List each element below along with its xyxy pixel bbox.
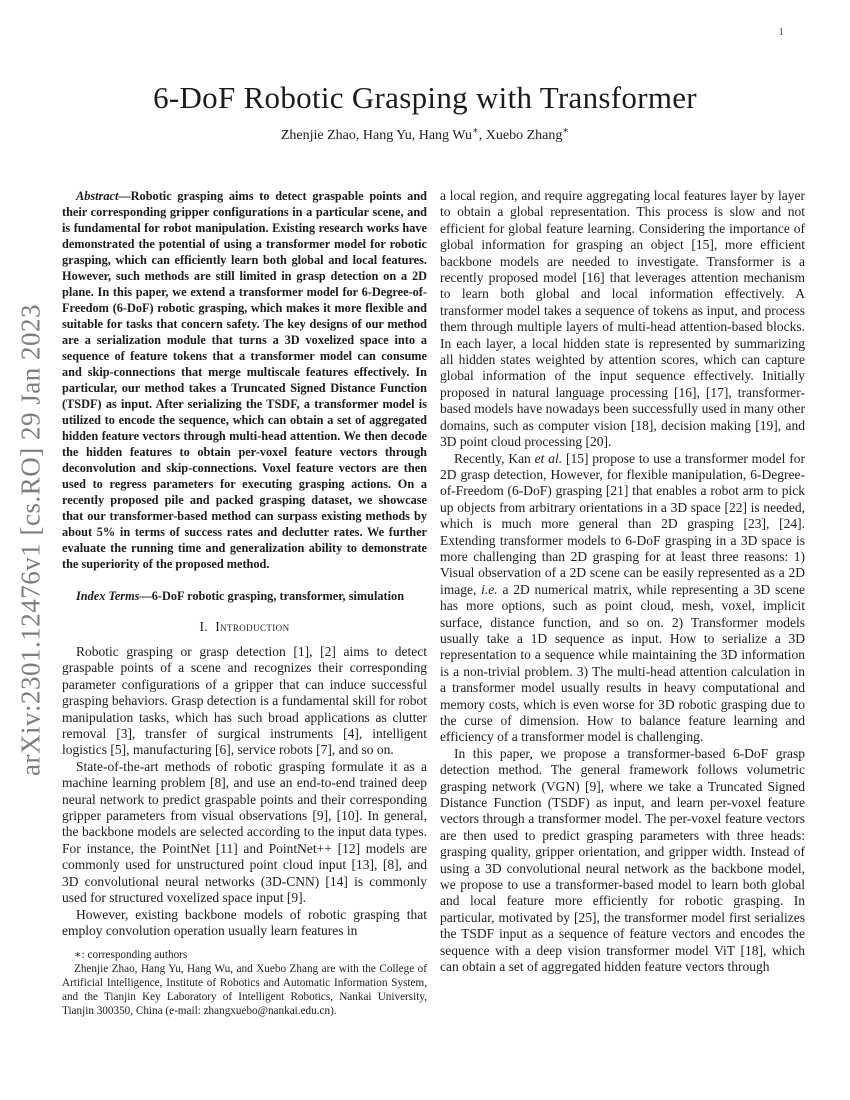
paper-authors: Zhenjie Zhao, Hang Yu, Hang Wu∗, Xuebo Zhang∗ bbox=[280, 125, 570, 143]
intro-paragraph-6: In this paper, we propose a transformer-based 6-DoF grasp detection method. The general framework follows volumetric grasping network (VGN) [9], where we take a Truncated Signed Distance Function (TSDF) as input, and learn per-voxel feature vectors through a transformer model. The per-voxel feature vectors are then used to predict grasping parameters with three heads: grasping quality, gripper orientation, and gripper width. Instead of using a 3D convolutional neural network as the backbone model, we propose to use a transformer-based model to learn both global and local feature more efficiently for robotic grasping. In particular, motivated by [25], the transformer model first serializes the TSDF input as a sequence of feature vectors and encodes the sequence with a deep vision transformer model ViT [18], which can obtain a set of aggregated hidden feature vectors through bbox=[440, 745, 805, 975]
intro-paragraph-3: However, existing backbone models of robotic grasping that employ convolution operation usually learn features in bbox=[62, 906, 427, 938]
section-number: I. bbox=[199, 619, 209, 634]
left-column-text bbox=[62, 644, 427, 939]
author-footnote bbox=[62, 949, 427, 1018]
page-number: 1 bbox=[778, 26, 784, 38]
arxiv-watermark: arXiv:2301.12476v1 [cs.RO] 29 Jan 2023 bbox=[15, 304, 46, 776]
left-column bbox=[62, 188, 427, 1018]
affiliation-note: Zhenjie Zhao, Hang Yu, Hang Wu, and Xuebo Zhang are with the College of Artificial Intelligence, Institute of Robotics and Automatic Information System, and the Tianjin Key Laboratory of Intelligent Robotics, Nankai University, Tianjin 300350, China (e-mail: zhangxuebo@nankai.edu.cn). bbox=[62, 963, 427, 1017]
intro-paragraph-5: Recently, Kan et al. [15] propose to use a transformer model for 2D grasp detection, However, for flexible manipulation, 6-Degree-of-Freedom (6-DoF) grasping [21] that enables a robot arm to pick up objects from arbitrary orientations in a 3D space [22] is needed, which is much more general than 2D grasping [23], [24]. Extending transformer models to 6-DoF grasping in a 3D space is more challenging than 2D grasping for at least three reasons: 1) Visual observation of a 2D scene can be easily represented as a 2D image, i.e. a 2D numerical matrix, while representing a 3D scene has more options, such as point cloud, mesh, voxel, implicit surface, distance function, and so on. 2) Transformer models usually take a 1D sequence as input. How to serialize a 3D representation to a sequence while maintaining the 3D information is a non-trivial problem. 3) The multi-head attention calculation in a transformer model usually results in heavy computational and memory costs, which is even worse for 3D robotic grasping due to the curse of dimension. How to balance feature learning and efficiency of a transformer model is challenging. bbox=[440, 450, 805, 745]
section-title: Introduction bbox=[215, 619, 290, 634]
intro-paragraph-4: a local region, and require aggregating local features layer by layer to obtain a global representation. This process is slow and not efficient for global feature learning. Considering the importance of global information for grasping an object [15], more efficient backbone models are needed to investigate. Transformer is a recently proposed model [16] that leverages attention mechanism to learn both global and local information effectively. A transformer model takes a sequence of tokens as input, and process them through multiple layers of multi-head attention-based blocks. In each layer, a local hidden state is represented by summarizing all hidden states weighted by attention scores, which can capture global information of the input sequence effectively. Initially proposed in natural language processing [16], [17], transformer-based models have nowadays been successfully used in many other domains, such as computer vision [18], decision making [19], and 3D point cloud processing [20]. bbox=[440, 188, 805, 450]
index-terms-paragraph bbox=[62, 588, 427, 604]
corresponding-authors-note: ∗: corresponding authors bbox=[74, 949, 188, 962]
index-terms-text: —6-DoF robotic grasping, transformer, simulation bbox=[139, 589, 405, 603]
paper-title: 6-DoF Robotic Grasping with Transformer bbox=[153, 80, 697, 115]
right-column-text bbox=[440, 188, 805, 976]
intro-paragraph-1: Robotic grasping or grasp detection [1], [2] aims to detect graspable points of a scene and recognizes their corresponding parameter configurations of a gripper that can induce successful grasping behaviors. Grasp detection is a fundamental skill for robot manipulation tasks, which has such broad applications as clutter removal [3], transfer of surgical instruments [4], intelligent logistics [5], manufacturing [6], service robots [7], and so on. bbox=[62, 644, 427, 758]
abstract-paragraph bbox=[62, 188, 427, 572]
index-terms-label: Index Terms bbox=[76, 589, 140, 603]
abstract-text: —Robotic grasping aims to detect graspable points and their corresponding gripper configurations in a particular scene, and is fundamental for robot manipulation. Existing research works have demonstrated the potential of using a transformer model for robotic grasping, which can efficiently learn both global and local features. However, such methods are still limited in grasp detection on a 2D plane. In this paper, we extend a transformer model for 6-Degree-of-Freedom (6-DoF) robotic grasping, which makes it more flexible and suitable for tasks that concern safety. The key designs of our method are a serialization module that turns a 3D voxelized space into a sequence of feature tokens that a transformer model can consume and skip-connections that merge multiscale features effectively. In particular, our method takes a Truncated Signed Distance Function (TSDF) as input. After serializing the TSDF, a transformer model is utilized to encode the sequence, which can obtain a set of aggregated hidden feature vectors through multi-head attention. We then decode the hidden features to obtain per-voxel feature vectors through deconvolution and skip-connections. Voxel feature vectors are then used to regress parameters for executing grasping actions. On a recently proposed pile and packed grasping dataset, we showcase that our transformer-based method can surpass existing methods by about 5% in terms of success rates and declutter rates. We further evaluate the running time and generalization ability to demonstrate the superiority of the proposed method. bbox=[62, 189, 427, 571]
right-column bbox=[440, 188, 805, 1018]
section-heading-introduction bbox=[62, 619, 427, 635]
intro-paragraph-2: State-of-the-art methods of robotic grasping formulate it as a machine learning problem [8], and use an end-to-end trained deep neural network to predict graspable points and their corresponding gripper parameters from visual observations [9], [10]. In general, the backbone models are selected according to the input data types. For instance, the PointNet [11] and PointNet++ [12] models are commonly used for unstructured point cloud input [13], [8], and 3D convolutional neural networks (3D-CNN) [14] is commonly used for structured voxelized space input [9]. bbox=[62, 758, 427, 906]
two-column-body bbox=[62, 188, 805, 1018]
abstract-label: Abstract bbox=[76, 189, 119, 203]
